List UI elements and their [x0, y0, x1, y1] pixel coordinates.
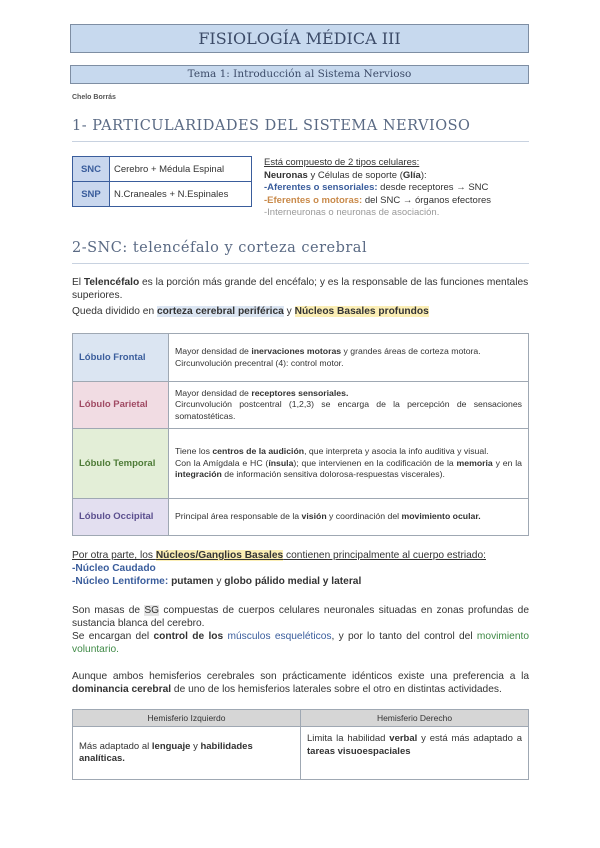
p5-c: músculos esqueléticos [223, 631, 332, 642]
p1-b: es la porción más grande del encéfalo; y es la responsable de las funciones mentales superiores. [72, 277, 529, 301]
section1-divider [72, 141, 529, 142]
p2-b: y [283, 306, 295, 317]
telencephalon-paragraph [72, 276, 529, 302]
lentiform-and: y [213, 576, 225, 587]
temporal-l2f: integración [175, 469, 222, 480]
caudate-nucleus: -Núcleo Caudado [72, 563, 156, 574]
basal-ganglia-paragraph [72, 549, 529, 588]
p2-highlight-cortex: corteza cerebral periférica [156, 306, 284, 317]
efferent-label: -Eferentes o motoras: [264, 194, 363, 206]
snp-desc: N.Craneales + N.Espinales [110, 182, 252, 207]
document-title [70, 24, 529, 53]
hemispheres-paragraph [72, 670, 529, 696]
p4-sg: SG [144, 605, 160, 616]
p5-a: Se encargan del [72, 631, 154, 642]
hemi-left-a: Más adaptado al [79, 740, 152, 752]
glia-label: Glía [402, 169, 421, 181]
p1-a: El [72, 277, 84, 288]
p5-b: control de los [153, 631, 224, 642]
afferent-label: -Aferentes o sensoriales: [264, 182, 378, 193]
document-title-text: FISIOLOGÍA MÉDICA III [198, 29, 401, 48]
neurons-line [264, 170, 491, 183]
p4-a: Son masas de [72, 605, 145, 616]
table-row [73, 382, 529, 429]
parietal-l1a: Mayor densidad de [175, 387, 252, 398]
table-row [73, 182, 252, 207]
putamen: putamen [168, 576, 214, 587]
lobe-parietal: Lóbulo Parietal [73, 382, 169, 429]
p6-a: Aunque ambos hemisferios cerebrales son prácticamente idénticos existe una preferencia a la [72, 671, 529, 682]
table-row [73, 157, 252, 182]
lobe-temporal-desc [169, 429, 529, 499]
lentiform-line [72, 575, 529, 588]
p3-b: contienen principalmente al cuerpo estriado: [283, 550, 486, 561]
p6-c: de uno de los hemisferios laterales sobre el otro en distintas actividades. [171, 684, 502, 695]
p3-a: Por otra parte, los [72, 550, 156, 561]
cell-types-intro: Está compuesto de 2 tipos celulares: [264, 157, 420, 168]
temporal-l1c: , que interpreta y asocia la info auditiva y visual. [304, 446, 489, 457]
temporal-l1a: Tiene los [175, 446, 213, 457]
lentiform-label: -Núcleo Lentiforme: [72, 576, 169, 587]
lobe-temporal: Lóbulo Temporal [73, 429, 169, 499]
p6-b: dominancia cerebral [72, 684, 172, 695]
p4-b: compuestas de cuerpos celulares neuronales situadas en zonas profundas de sustancia blanca del cerebro. [72, 605, 529, 629]
masses-paragraph [72, 604, 529, 656]
hemi-left-b: lenguaje [151, 740, 191, 752]
neurons-rest: y Células de soporte ( [307, 169, 403, 181]
basal-ganglia-intro [72, 549, 529, 562]
efferent-text: del SNC → órganos efectores [362, 194, 492, 206]
section2-divider [72, 263, 529, 264]
lobe-occipital: Lóbulo Occipital [73, 499, 169, 536]
occipital-l1a: Principal área responsable de la [175, 511, 302, 522]
snp-abbr: SNP [73, 182, 110, 207]
p5-d: , y por lo tanto del control del [331, 631, 477, 642]
lobes-table [72, 333, 529, 536]
p2-highlight-nuclei: Núcleos Basales profundos [294, 306, 429, 317]
hemi-right-b: verbal [389, 733, 418, 744]
p1-bold: Telencéfalo [83, 277, 140, 288]
frontal-l1b: inervaciones motoras [251, 346, 342, 356]
temporal-l1b: centros de la audición [212, 446, 305, 457]
hemi-right-a: Limita la habilidad [307, 733, 390, 744]
lobe-parietal-desc [169, 382, 529, 429]
neurons-label: Neuronas [264, 169, 308, 181]
snc-abbr: SNC [73, 157, 110, 182]
efferent-line [264, 195, 491, 208]
left-hemisphere-header: Hemisferio Izquierdo [73, 710, 301, 727]
author-name: Chelo Borrás [72, 94, 116, 101]
lobe-frontal-desc [169, 334, 529, 382]
division-paragraph [72, 305, 529, 318]
afferent-line [264, 182, 491, 195]
hemispheres-table [72, 709, 529, 780]
temporal-l2b: ínsula [268, 457, 294, 468]
frontal-l2: Circunvolución precentral (4): control motor. [175, 357, 344, 368]
right-hemisphere-cell [301, 727, 529, 780]
table-row [73, 429, 529, 499]
cell-types-block [264, 157, 491, 220]
lobe-frontal: Lóbulo Frontal [73, 334, 169, 382]
hemi-left-d: habilidades analíticas. [79, 740, 253, 764]
p3-highlight: Núcleos/Ganglios Basales [155, 550, 284, 561]
p2-a: Queda dividido en [72, 306, 157, 317]
temporal-l2d: memoria [456, 457, 493, 468]
table-row [73, 499, 529, 536]
table-header-row [73, 710, 529, 727]
lobe-occipital-desc [169, 499, 529, 536]
interneurons-line: -Interneuronas o neuronas de asociación. [264, 207, 440, 218]
frontal-l1a: Mayor densidad de [175, 346, 252, 356]
occipital-l1b: visión [301, 511, 327, 522]
p5-e: movimiento voluntario. [72, 631, 530, 655]
globus-pallidus: globo pálido medial y lateral [224, 576, 362, 587]
document-subtitle [70, 65, 529, 84]
snc-desc: Cerebro + Médula Espinal [110, 157, 252, 182]
hemi-right-d: tareas visuoespaciales [307, 745, 411, 757]
hemi-right-c: y está más adaptado a [417, 733, 523, 744]
right-hemisphere-header: Hemisferio Derecho [301, 710, 529, 727]
table-row [73, 727, 529, 780]
nervous-system-table [72, 156, 252, 207]
glia-close: ): [420, 169, 427, 181]
parietal-l1b: receptores sensoriales. [251, 387, 349, 398]
section2-heading: 2-SNC: telencéfalo y corteza cerebral [72, 240, 368, 256]
parietal-l2: Circunvolución postcentral (1,2,3) se encarga de la percepción de sensaciones somatostéticas. [175, 399, 522, 421]
temporal-l2a: Con la Amígdala e HC ( [175, 457, 269, 468]
document-subtitle-text: Tema 1: Introducción al Sistema Nervioso [187, 68, 412, 80]
temporal-l2c: ); que intervienen en la codificación de la [293, 457, 457, 468]
temporal-l2g: de información sensitiva dolorosa-respuestas viscerales). [221, 469, 445, 480]
afferent-text: desde receptores → SNC [377, 182, 489, 193]
frontal-l1c: y grandes áreas de corteza motora. [341, 346, 481, 356]
left-hemisphere-cell [73, 727, 301, 780]
occipital-l1c: y coordinación del [326, 511, 402, 522]
section1-heading: 1- PARTICULARIDADES DEL SISTEMA NERVIOSO [72, 118, 471, 134]
temporal-l2e: y en la [492, 457, 522, 468]
hemi-left-c: y [190, 740, 201, 752]
occipital-l1d: movimiento ocular. [401, 511, 481, 522]
table-row [73, 334, 529, 382]
